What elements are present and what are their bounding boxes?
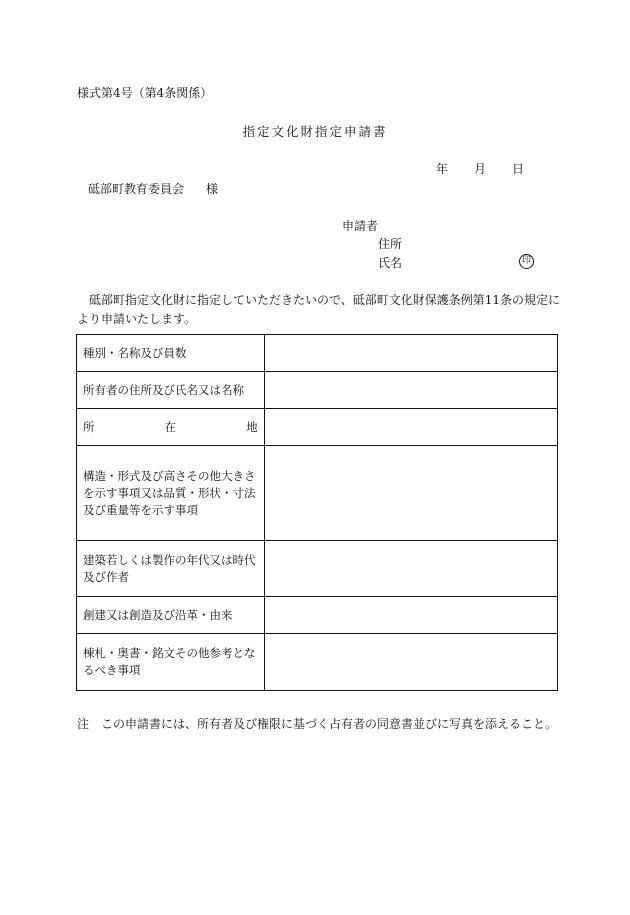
row-label-location xyxy=(77,409,265,446)
row-value-type-name-count[interactable] xyxy=(264,335,557,372)
location-label xyxy=(83,419,258,436)
request-statement xyxy=(77,291,562,329)
row-label-era-maker: 建築若しくは製作の年代又は時代及び作者 xyxy=(77,541,265,597)
row-value-owner[interactable] xyxy=(264,372,557,409)
label-part: 所 xyxy=(83,419,95,434)
applicant-name-label: 氏名 xyxy=(378,256,403,270)
row-value-era-maker[interactable] xyxy=(264,541,557,597)
application-table xyxy=(76,334,558,691)
date-day: 日 xyxy=(512,162,525,176)
seal-mark: 印 xyxy=(519,254,534,269)
label-part: 地 xyxy=(246,419,258,434)
spread-label xyxy=(83,345,258,362)
row-value-history[interactable] xyxy=(264,597,557,634)
applicant-label: 申請者 xyxy=(342,219,379,233)
table-row xyxy=(77,541,558,597)
row-label-owner: 所有者の住所及び氏名又は名称 xyxy=(77,372,265,409)
row-label-history: 創建又は創造及び沿革・由来 xyxy=(77,597,265,634)
table-row xyxy=(77,335,558,372)
addressee xyxy=(88,180,218,197)
table-row xyxy=(77,597,558,634)
document-title: 指定文化財指定申請書 xyxy=(242,124,388,139)
footnote: 注 この申請書には、所有者及び権限に基づく占有者の同意書並びに写真を添えること。 xyxy=(77,717,558,731)
row-value-structure[interactable] xyxy=(264,446,557,541)
row-value-location[interactable] xyxy=(264,409,557,446)
row-label-type-name-count xyxy=(77,335,265,372)
row-label-reference: 棟札・奥書・銘文その他参考となるべき事項 xyxy=(77,634,265,691)
table-row xyxy=(77,634,558,691)
row-label-structure: 構造・形式及び高さその他大きさを示す事項又は品質・形状・寸法及び重量等を示す事項 xyxy=(77,446,265,541)
table-row xyxy=(77,372,558,409)
form-number: 様式第4号（第4条関係） xyxy=(77,86,213,100)
label-text: 種別・名称及び員数 xyxy=(83,345,187,360)
date-month: 月 xyxy=(474,162,487,176)
request-statement-text: 砥部町指定文化財に指定していただきたいので、砥部町文化財保護条例第11条の規定により申請いたします。 xyxy=(77,293,561,326)
table-row xyxy=(77,446,558,541)
row-value-reference[interactable] xyxy=(264,634,557,691)
addressee-name: 砥部町教育委員会 xyxy=(88,182,185,196)
date-line xyxy=(436,160,524,177)
applicant-address-label: 住所 xyxy=(378,237,403,251)
addressee-honorific: 様 xyxy=(206,182,219,196)
label-part: 在 xyxy=(164,419,177,434)
date-year: 年 xyxy=(436,162,449,176)
table-row xyxy=(77,409,558,446)
